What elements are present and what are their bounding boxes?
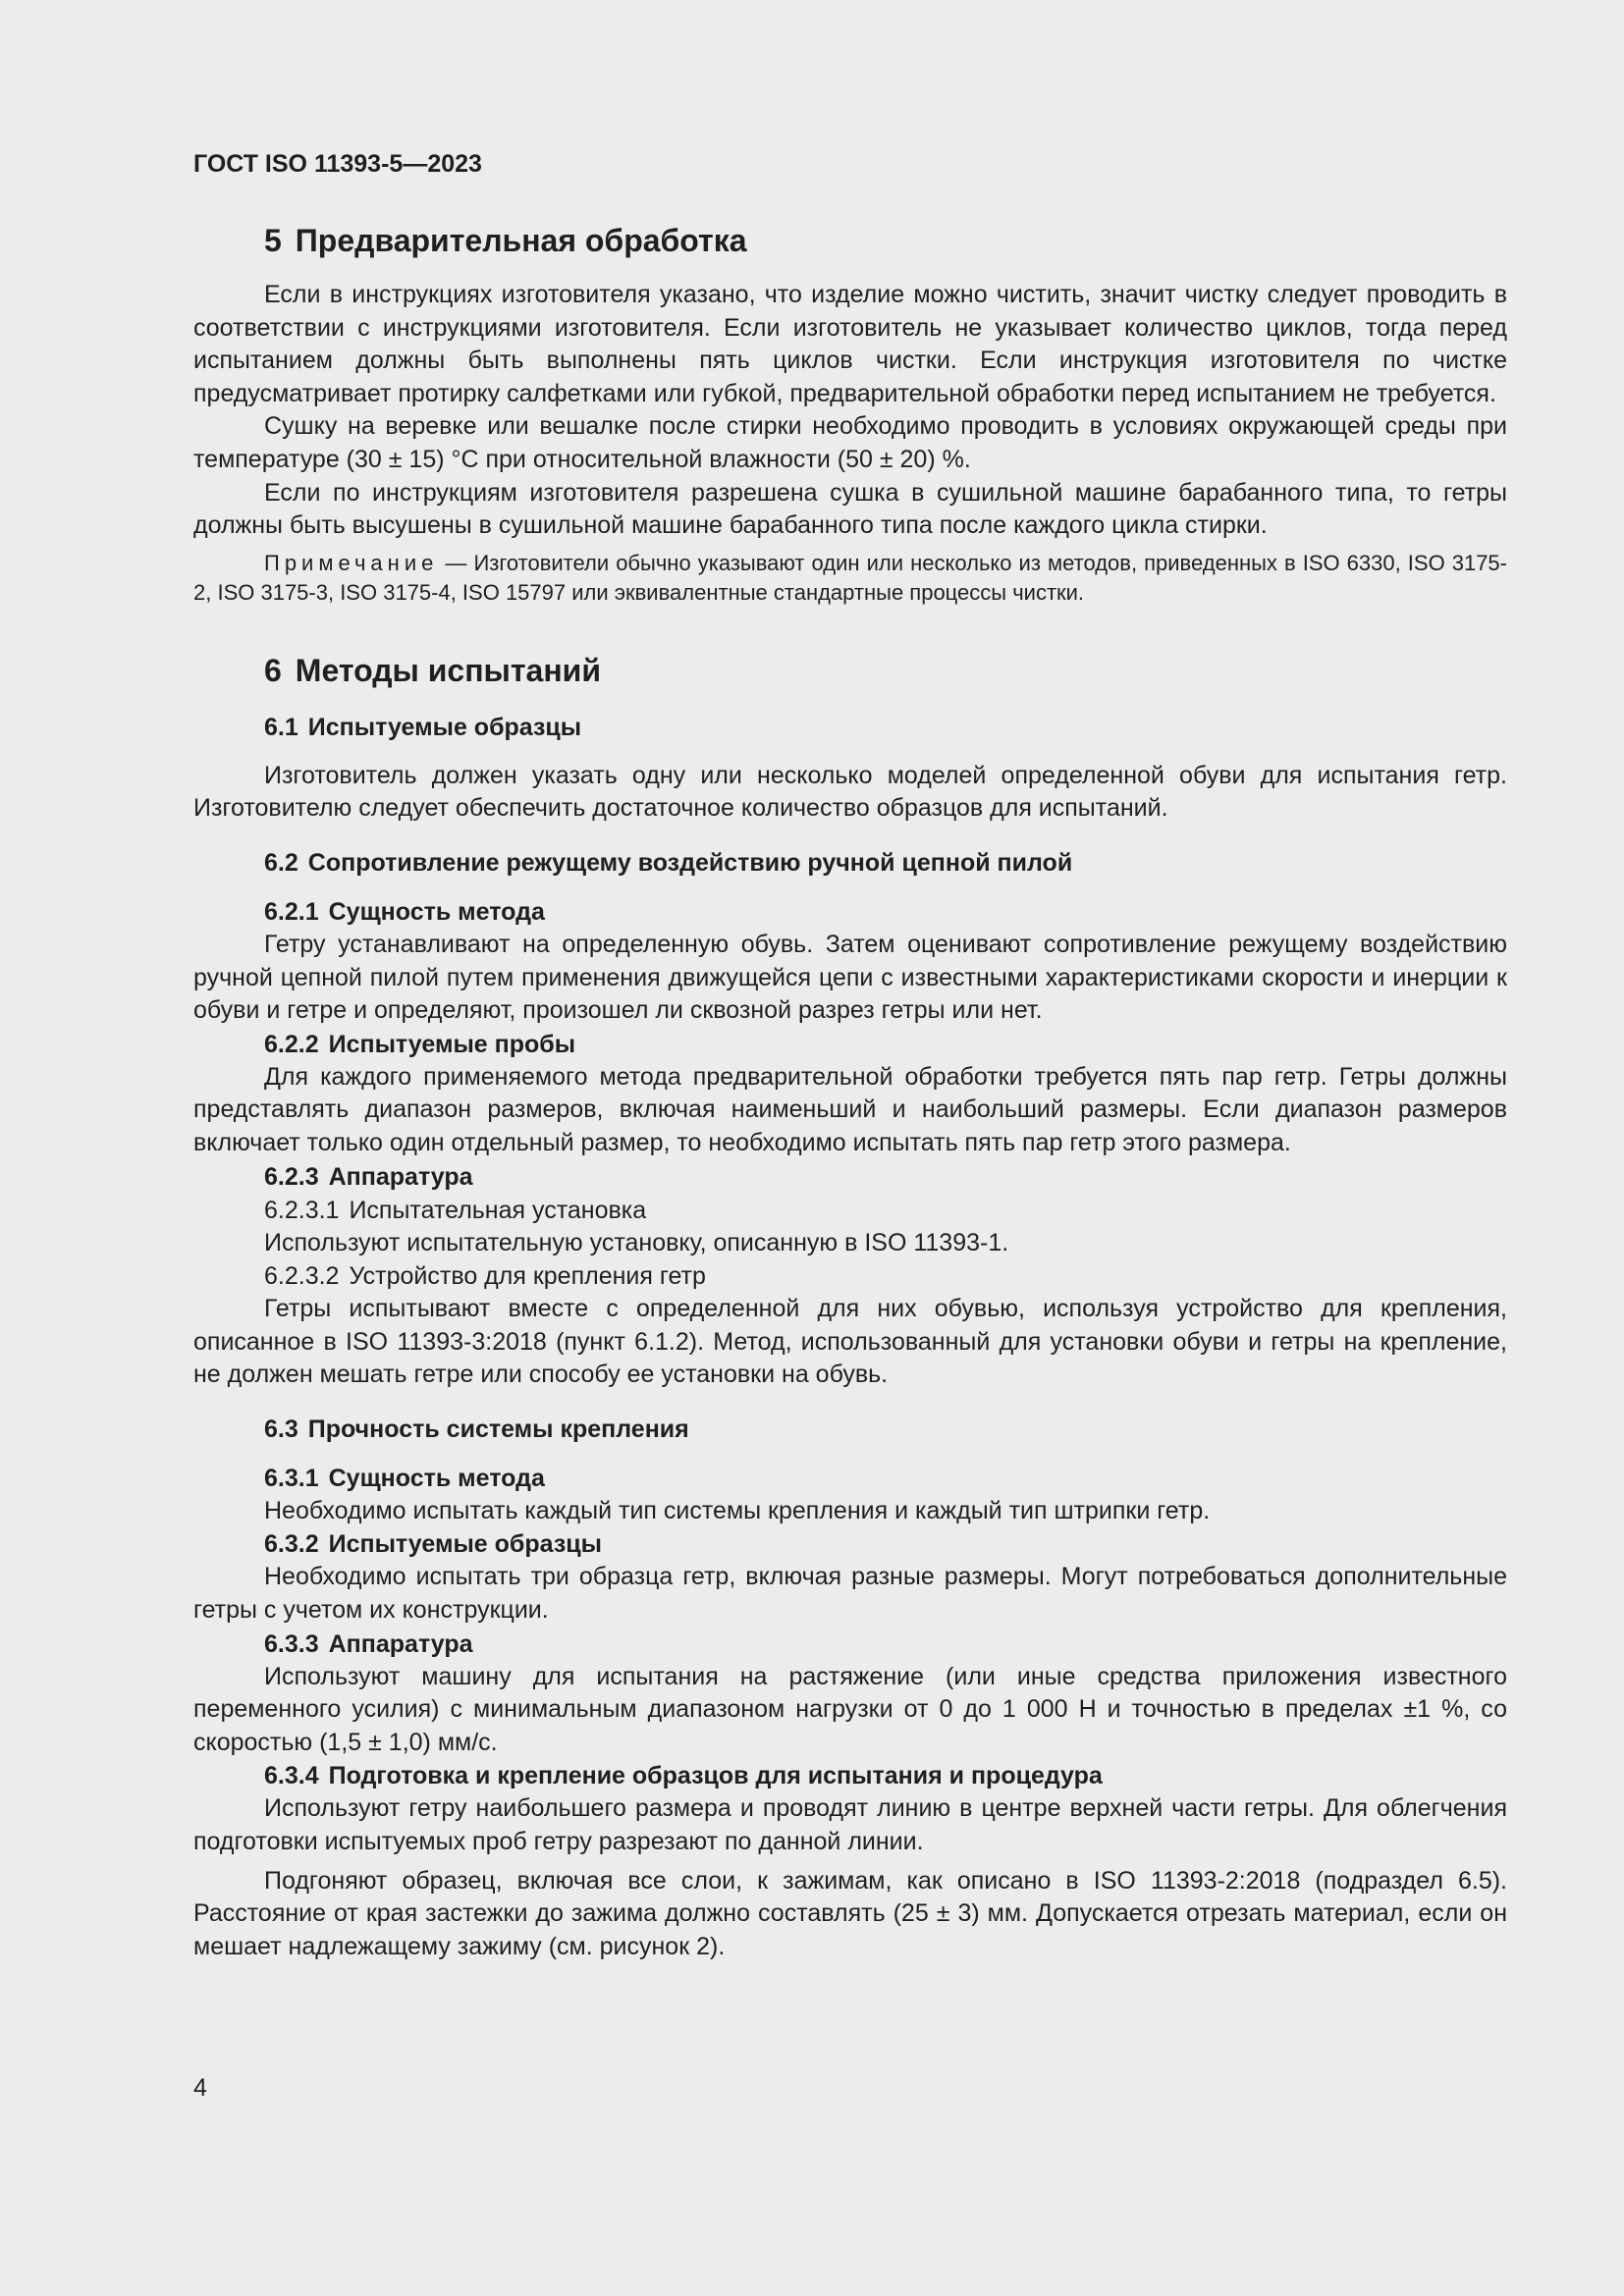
clause-6-2-3-heading: [193, 1160, 1507, 1194]
section-title: Методы испытаний: [295, 652, 601, 688]
clause-title: Аппаратура: [328, 1629, 473, 1658]
clause-title: Сущность метода: [328, 1464, 545, 1492]
clause-6-3-4-heading: [193, 1759, 1507, 1792]
paragraph: Сушку на веревке или вешалке после стирки необходимо проводить в условиях окружающей среды при температуре (30 ± 15) °С при относительной влажности (50 ± 20) %.: [193, 412, 1507, 473]
section-number: 5: [264, 223, 282, 258]
clause-title: Сущность метода: [328, 897, 545, 926]
paragraph: Для каждого применяемого метода предварительной обработки требуется пять пар гетр. Гетры должны представлять диапазон размеров, включая наименьший и наибольший размеры. Если диапазон размеров включает только один отдельный размер, то необходимо испытать пять пар гетр этого размера.: [193, 1062, 1507, 1156]
clause-6-3-3-heading: [193, 1628, 1507, 1661]
subsection-title: Прочность системы крепления: [307, 1415, 689, 1443]
clause-title: Испытуемые образцы: [328, 1530, 602, 1559]
note-text: — Изготовители обычно указывают один или несколько из методов, приведенных в ISO 6330, ISO 3175-2, ISO 3175-3, ISO 3175-4, ISO 15797 или эквивалентные стандартные процессы чистки.: [193, 550, 1507, 605]
paragraph: Используют испытательную установку, описанную в ISO 11393-1.: [264, 1228, 1009, 1256]
page-content: [193, 147, 1507, 1963]
paragraph: Используют машину для испытания на растяжение (или иные средства приложения известного переменного усилия) с минимальным диапазоном нагрузки от 0 до 1 000 Н и точностью в пределах ±1 %, со скоростью (1,5 ± 1,0) мм/с.: [193, 1662, 1507, 1756]
page-number: 4: [193, 2074, 207, 2102]
clause-number: 6.2.2: [264, 1030, 319, 1058]
paragraph: Гетры испытывают вместе с определенной для них обувью, используя устройство для крепления, описанное в ISO 11393-3:2018 (пункт 6.1.2). Метод, использованный для установки обуви и гетры на крепление, не должен мешать гетре или способу ее установки на обувь.: [193, 1295, 1507, 1389]
paragraph: Если в инструкциях изготовителя указано, что изделие можно чистить, значит чистку следует проводить в соответствии с инструкциями изготовителя. Если изготовитель не указывает количество циклов, тогда перед испытанием должны быть выполнены пять циклов чистки. Если инструкция изготовителя по чистке предусматривает протирку салфетками или губкой, предварительной обработки перед испытанием не требуется.: [193, 281, 1507, 407]
clause-6-2-2-heading: [193, 1028, 1507, 1061]
paragraph: Если по инструкциям изготовителя разрешена сушка в сушильной машине барабанного типа, то гетры должны быть высушены в сушильной машине барабанного типа после каждого цикла стирки.: [193, 478, 1507, 540]
clause-number: 6.3.1: [264, 1464, 319, 1492]
paragraph: Необходимо испытать каждый тип системы крепления и каждый тип штрипки гетр.: [264, 1496, 1211, 1524]
clause-number: 6.3.3: [264, 1629, 319, 1658]
note: [193, 549, 1507, 608]
clause-6-2-1-heading: [193, 895, 1507, 929]
paragraph: Необходимо испытать три образца гетр, включая разные размеры. Могут потребоваться дополнительные гетры с учетом их конструкции.: [193, 1563, 1507, 1625]
section-5-heading: [193, 221, 1507, 260]
clause-title: Устройство для крепления гетр: [349, 1262, 706, 1291]
clause-title: Подготовка и крепление образцов для испытания и процедура: [328, 1762, 1103, 1790]
clause-number: 6.3.2: [264, 1530, 319, 1559]
clause-number: 6.3.4: [264, 1762, 319, 1790]
clause-title: Испытательная установка: [349, 1196, 647, 1224]
subsection-6-2-heading: [193, 846, 1507, 880]
clause-6-2-3-1-heading: [193, 1194, 1507, 1227]
subsection-6-3-heading: [193, 1413, 1507, 1446]
section-number: 6: [264, 652, 282, 688]
clause-number: 6.2.3.1: [264, 1196, 340, 1224]
clause-number: 6.2.1: [264, 897, 319, 926]
subsection-number: 6.3: [264, 1415, 298, 1443]
subsection-title: Испытуемые образцы: [307, 713, 582, 741]
section-title: Предварительная обработка: [295, 223, 747, 258]
paragraph: Изготовитель должен указать одну или несколько моделей определенной обуви для испытания гетр. Изготовителю следует обеспечить достаточное количество образцов для испытаний.: [193, 761, 1507, 823]
subsection-6-1-heading: [193, 711, 1507, 744]
clause-title: Аппаратура: [328, 1162, 473, 1191]
subsection-number: 6.1: [264, 713, 298, 741]
clause-6-3-1-heading: [193, 1462, 1507, 1495]
clause-number: 6.2.3: [264, 1162, 319, 1191]
document-code: ГОСТ ISO 11393-5—2023: [193, 150, 482, 178]
subsection-title: Сопротивление режущему воздействию ручной цепной пилой: [307, 848, 1073, 877]
clause-6-3-2-heading: [193, 1527, 1507, 1561]
clause-title: Испытуемые пробы: [328, 1030, 576, 1058]
section-6-heading: [193, 651, 1507, 690]
note-label: Примечание: [264, 550, 439, 575]
paragraph: Используют гетру наибольшего размера и проводят линию в центре верхней части гетры. Для облегчения подготовки испытуемых проб гетру разрезают по данной линии.: [193, 1794, 1507, 1856]
clause-number: 6.2.3.2: [264, 1262, 340, 1291]
paragraph: Подгоняют образец, включая все слои, к зажимам, как описано в ISO 11393-2:2018 (подраздел 6.5). Расстояние от края застежки до зажима должно составлять (25 ± 3) мм. Допускается отрезать материал, если он мешает надлежащему зажиму (см. рисунок 2).: [193, 1866, 1507, 1960]
subsection-number: 6.2: [264, 848, 298, 877]
clause-6-2-3-2-heading: [193, 1259, 1507, 1293]
paragraph: Гетру устанавливают на определенную обувь. Затем оценивают сопротивление режущему воздействию ручной цепной пилой путем применения движущейся цепи с известными характеристиками скорости и инерции к обуви и гетре и определяют, произошел ли сквозной разрез гетры или нет.: [193, 930, 1507, 1025]
